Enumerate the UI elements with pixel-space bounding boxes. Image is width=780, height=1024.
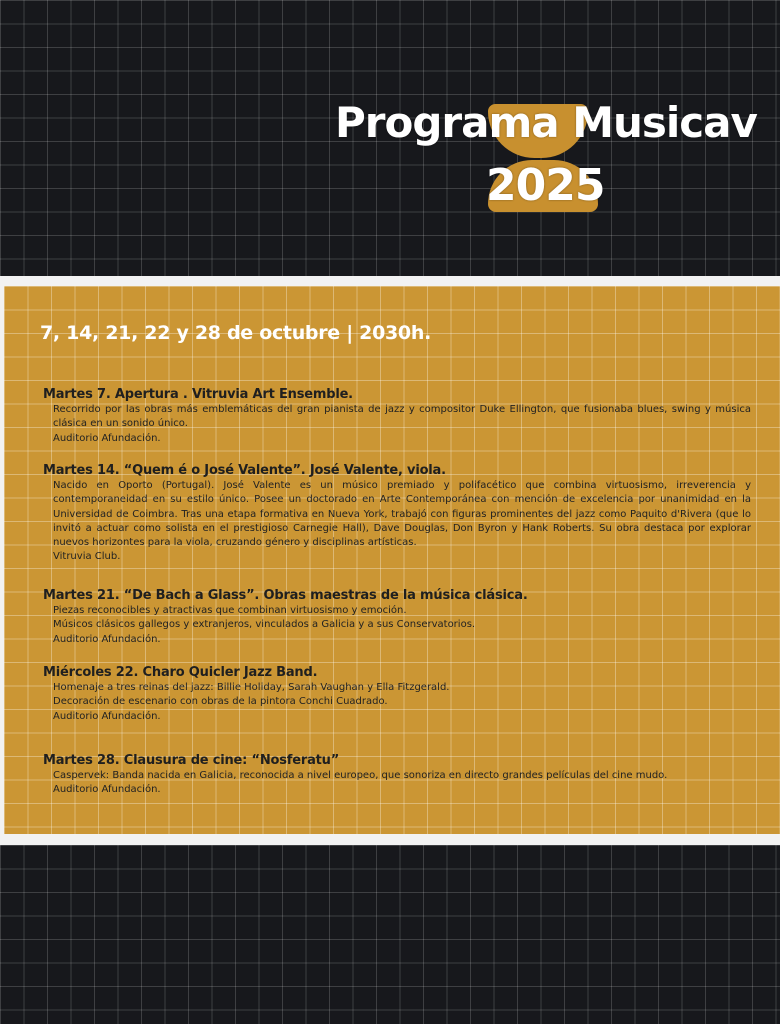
page-title: Programa Musicav (335, 98, 757, 147)
event-description (53, 769, 751, 798)
page-title-year: 2025 (486, 160, 605, 211)
event-paragraph: Decoración de escenario con obras de la pintora Conchi Cuadrado. (53, 696, 388, 708)
event-paragraph: Músicos clásicos gallegos y extranjeros, vinculados a Galicia y a sus Conservatorios. (53, 619, 476, 631)
event-title: Martes 7. Apertura . Vitruvia Art Ensemble. (43, 387, 353, 402)
event-item-nosferatu (43, 753, 751, 798)
event-item-bach-glass (43, 588, 751, 647)
event-paragraph: Homenaje a tres reinas del jazz: Billie Holiday, Sarah Vaughan y Ella Fitzgerald. (53, 682, 450, 693)
event-venue: Auditorio Afundación. (53, 633, 161, 645)
event-venue: Auditorio Afundación. (53, 432, 161, 444)
event-venue: Auditorio Afundación. (53, 710, 161, 722)
event-item-jose-valente (43, 463, 751, 565)
event-description (53, 403, 751, 446)
event-title: Martes 14. “Quem é o José Valente”. José Valente, viola. (43, 463, 446, 478)
event-item-apertura (43, 387, 751, 446)
footer-banner (0, 845, 780, 1024)
event-venue: Auditorio Afundación. (53, 784, 161, 796)
header-banner (0, 0, 780, 276)
dates-heading: 7, 14, 21, 22 y 28 de octubre | 2030h. (40, 322, 431, 344)
event-paragraph: Piezas reconocibles y atractivas que combinan virtuosismo y emoción. (53, 605, 407, 616)
event-description (53, 681, 751, 724)
event-title: Martes 21. “De Bach a Glass”. Obras maestras de la música clásica. (43, 588, 528, 603)
event-description (53, 604, 751, 647)
event-title: Martes 28. Clausura de cine: “Nosferatu” (43, 753, 340, 768)
event-item-charo-quicler (43, 665, 751, 724)
event-paragraph: Recorrido por las obras más emblemáticas del gran pianista de jazz y compositor Duke Ellington, que fusionaba blues, swing y música clásica en un sonido único. (53, 404, 751, 430)
event-title: Miércoles 22. Charo Quicler Jazz Band. (43, 665, 318, 680)
event-paragraph: Nacido en Oporto (Portugal). José Valente es un músico premiado y polifacético que combina virtuosismo, irreverencia y contemporaneidad en su estilo único. Posee un doctorado en Arte Contemporánea con mención de excelencia por unanimidad en la Universidad de Coimbra. Tras una etapa formativa en Nueva York, trabajó con figuras prominentes del jazz como Paquito d'Rivera (que lo invitó a actuar como solista en el prestigioso Carnegie Hall), Dave Douglas, Don Byron y Hank Roberts. Su obra destaca por explorar nuevos horizontes para la viola, cruzando género y disciplinas artísticas. (53, 480, 751, 549)
event-description (53, 479, 751, 565)
event-paragraph: Caspervek: Banda nacida en Galicia, reconocida a nivel europeo, que sonoriza en directo grandes películas del cine mudo. (53, 770, 668, 781)
event-venue: Vitruvia Club. (53, 551, 121, 563)
